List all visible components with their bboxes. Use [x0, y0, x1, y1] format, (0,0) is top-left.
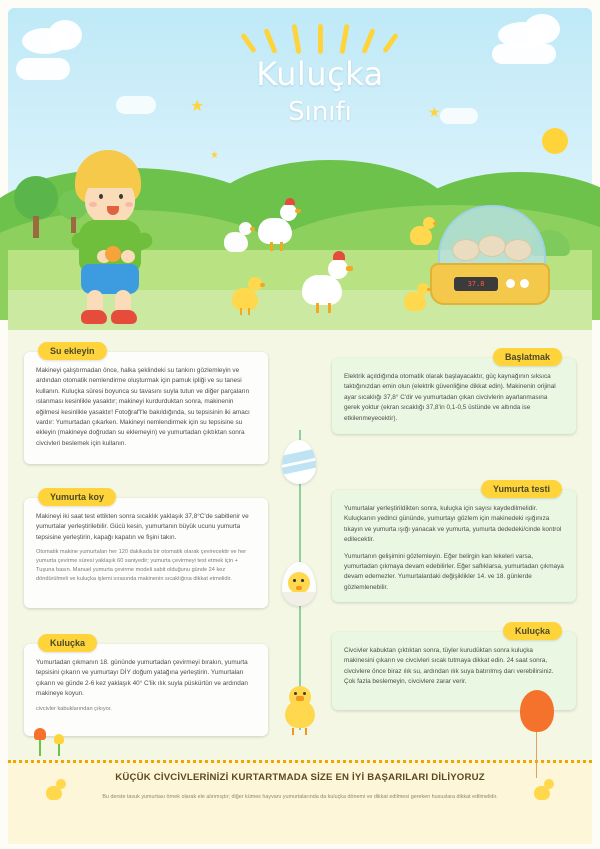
cloud-icon [440, 108, 478, 124]
page-title [210, 55, 430, 127]
incubator-temperature: 37.8 [467, 280, 485, 288]
timeline-node-egg-chick [282, 562, 318, 606]
incubator-illustration [430, 205, 550, 325]
incubator-button[interactable] [520, 279, 529, 288]
incubator-egg [504, 239, 532, 261]
incubator-egg [452, 239, 480, 261]
card-body-kulucka-right: Civcivler kabuktan çıktıktan sonra, tüyler kurudüktan sonra kuluçka makinesini çıkarın ve civcivleri sıcak tutmaya dikkat edin. 24 saat sonra, civcivlere önce biraz ılık su, ardından ılık suya batırılmış darı verebilirsiniz. Çok fazla beslemeyin, civcivlere zarar verir. [344, 647, 554, 686]
footer-subtitle: Bu derste tavuk yumurtası örnek olarak ele alınmıştır; diğer kümes hayvanı yumurtalarında da kuluçka dönemi ve dikkat edilmesi gereken hususlara dikkat edilmelidir. [102, 794, 498, 800]
cloud-icon [16, 58, 70, 80]
card-body-su-ekleyin: Makineyi çalıştırmadan önce, halka şeklindeki su tankını gözlemleyin ve ardından otomatik nemlendirme oluşturmak için pamuk ipliği ve su tanesi kullanın. Kuluçka süresi boyunca su tavasını suyla tutun ve diğer parçaların ıslanması kesinlikle yasaktır; makineyi kurdurduktan sonra, makinenin eğilmesi kesinlikle yasaktır! Fotoğraf'l'le bakıldığında, su tepsisinin iki amacı vardır: Yumurtadan çıkarken. Makineyi nemlendirmek için su tepsisine su ekleyin (makineye doğrudan su eklemeyin) ve yumurtadan çıktıktan sonra civcivleri beslemek için kullanın. [36, 367, 250, 447]
boy-illustration [45, 150, 175, 340]
incubator-display [454, 277, 498, 291]
card-body-baslatmak: Elektrik açıldığında otomatik olarak başlayacaktır, güç kaynağının sıksıca taktığınızdan emin olun (elektrik güvenliğine dikkat edin). Makinenin orijinal ayar sıcaklığı 37,8° C'dir ve yumurtadan çıkan civcivlerin ayarlanmasına gerek yoktur (ekran sıcaklığı 37,8'in 0,1-0,5 üstünde ve altında ise etkilenmeyecektir). [344, 373, 556, 422]
card-body-yumurta-testi: Yumurtalar yerleştirildikten sonra, kuluçka için sayısı kaydedilmelidir. Kuluçkanın yedinci gününde, yumurtayı gözlem için makinedeki ışığınıza tıkayın ve yumurta ışığı yanacak ve yumurta, yumurta dededeki/cinde kontrol edilecektir. [344, 505, 562, 544]
incubator-button[interactable] [506, 279, 515, 288]
star-icon: ★ [210, 150, 219, 161]
card-tab-yumurta-testi[interactable]: Yumurta testi [481, 480, 562, 498]
card-yumurta-koy [24, 492, 268, 608]
sun-icon [542, 128, 568, 154]
cloud-icon [492, 44, 556, 64]
star-icon: ★ [428, 104, 441, 120]
chick-icon [404, 292, 426, 311]
card-body-kulucka-left: Yumurtadan çıkmanın 18. gününde yumurtadan çevirmeyi bırakın, yumurta tepsisini çıkarın ve yumurtayı DİY doğum yatağına yerleştirin. Yumurtaları çıkarın ve günde 2-6 kez yaklaşık 40° C'lik ılık suyla püskürtün ve ardından makineye koyun. [36, 659, 248, 698]
title-line-2: Sınıfı [288, 97, 352, 127]
chick-icon [232, 288, 258, 310]
hen-icon [302, 275, 342, 305]
chick-icon [224, 232, 248, 252]
sun-rays-icon [238, 24, 398, 58]
egg-hatching-icon [282, 562, 316, 606]
star-icon: ★ [190, 98, 205, 115]
balloon-icon [520, 690, 554, 732]
chick-icon [410, 226, 432, 245]
chick-icon [288, 572, 310, 594]
chick-icon [534, 786, 550, 800]
footer-title: KÜÇÜK CİVCİVLERİNİZİ KURTARTMADA SİZE EN İYİ BAŞARILARI DİLİYORUZ [115, 772, 485, 783]
card-kulucka-left [24, 638, 268, 736]
card-tab-yumurta-koy[interactable]: Yumurta koy [38, 488, 116, 506]
egg-icon [282, 440, 316, 484]
card-body-small-yumurta-koy: Otomatik makine yumurtaları her 120 dakikada bir otomatik olarak çevirecektir ve her yumurta çevirme süresi yaklaşık 60 saniyedir; yumurta çevirmeyi test etmek için + Tuşuna basın. Manuel yumurta çevirme modeli sabit olduğunu günde 24 kez döndürülmeli ve kuluçka işlemi sırasında makinenin sıcaklığına dikkat etmelidir. [36, 549, 247, 583]
flower-icon [34, 728, 46, 756]
card-body-small-kulucka-left: civcivler kabuklarından çıkıyor. [36, 705, 112, 712]
chick-standing-icon [282, 686, 318, 736]
card-body-yumurta-koy: Makineyi iki saat test ettikten sonra sıcaklık yaklaşık 37,8°C'de sabitlenir ve yumurtalar yerleştirilebilir. Gücü kesin, yumurtanın büyük ucunu yumurta tepsisine yerleştirin, kapağı kapatın ve fişini takın. [36, 513, 249, 541]
cloud-icon [524, 14, 560, 44]
incubator-egg [478, 235, 506, 257]
hen-icon [258, 218, 292, 244]
card-tab-baslatmak[interactable]: Başlatmak [493, 348, 562, 366]
chick-icon [46, 786, 62, 800]
card-tab-kulucka-left[interactable]: Kuluçka [38, 634, 97, 652]
timeline-node-chick [282, 686, 318, 738]
card-tab-kulucka-right[interactable]: Kuluçka [503, 622, 562, 640]
card-su-ekleyin [24, 346, 268, 464]
card-body2-yumurta-testi: Yumurtanın gelişimini gözlemleyin. Eğer belirgin kan lekeleri varsa, yumurtadan çıkmaya devam edebilirler. Eğer saflıklarsa, yumurtadan çıkmaya devam edemezler. Yumurtalardaki değişiklikler 14. ve 18. günlerde gözlemlenebilir. [344, 552, 564, 591]
cloud-icon [116, 96, 156, 114]
card-yumurta-testi [332, 484, 576, 602]
timeline-node-egg [282, 440, 318, 484]
card-tab-su-ekleyin[interactable]: Su ekleyin [38, 342, 107, 360]
card-baslatmak [332, 352, 576, 434]
title-line-1: Kuluçka [256, 55, 384, 93]
flower-icon [54, 734, 64, 756]
cloud-icon [48, 20, 82, 50]
